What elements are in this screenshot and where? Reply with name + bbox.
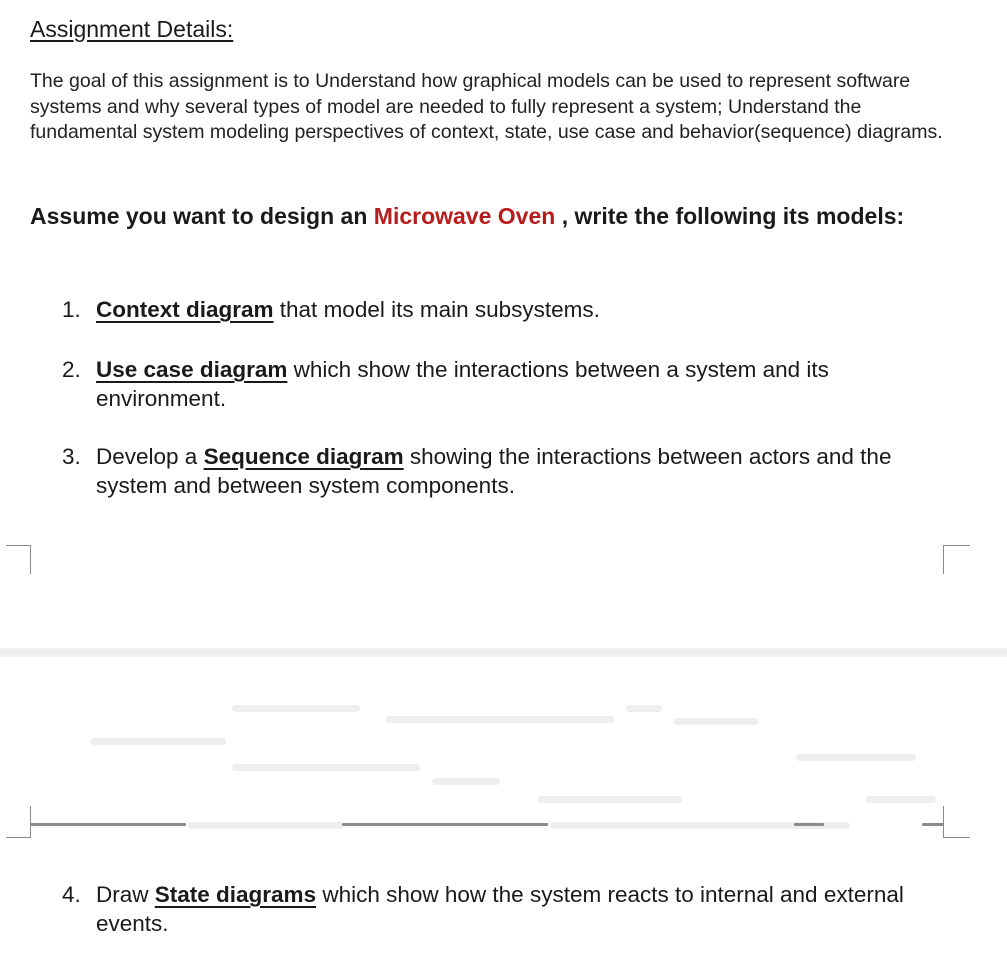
page-break-band — [0, 648, 1007, 657]
task-body — [96, 295, 962, 324]
task-term: Sequence diagram — [203, 444, 404, 469]
faded-mark — [538, 796, 682, 803]
faded-mark — [432, 778, 500, 785]
faded-mark — [386, 716, 614, 723]
design-prompt — [30, 203, 904, 230]
task-text: which show how the system reacts to internal and external events. — [96, 882, 904, 936]
crop-mark-bottom-right — [943, 806, 970, 838]
prompt-lead: Assume you want to design an — [30, 203, 374, 229]
faded-rule — [794, 823, 824, 826]
crop-mark-top-left — [6, 545, 31, 574]
faded-rule — [342, 823, 548, 826]
task-text: showing the interactions between actors and the system and between system components. — [96, 444, 892, 498]
faded-mark — [674, 718, 758, 725]
task-number: 2. — [62, 357, 81, 382]
task-state-diagrams — [62, 880, 962, 938]
faded-mark — [626, 705, 662, 712]
task-sequence-diagram — [62, 442, 962, 500]
prompt-highlight: Microwave Oven — [373, 203, 562, 229]
task-use-case-diagram — [62, 355, 962, 413]
crop-mark-bottom-left — [6, 806, 31, 838]
task-number: 1. — [62, 297, 81, 322]
task-number: 3. — [62, 444, 81, 469]
task-body — [96, 880, 962, 938]
task-term: Context diagram — [96, 297, 274, 322]
task-term: Use case diagram — [96, 357, 288, 382]
faded-mark — [90, 738, 226, 745]
task-text: that model its main subsystems. — [273, 297, 600, 322]
task-body — [96, 355, 962, 413]
faded-mark — [796, 754, 916, 761]
faded-mark — [232, 705, 360, 712]
task-text: which show the interactions between a system and its environment. — [96, 357, 829, 411]
task-number: 4. — [62, 882, 81, 907]
task-prefix: Develop a — [96, 444, 204, 469]
task-term: State diagrams — [154, 882, 317, 907]
assignment-heading: Assignment Details: — [30, 16, 234, 42]
crop-mark-top-right — [943, 545, 970, 574]
faded-rule — [30, 823, 186, 826]
faded-mark — [866, 796, 936, 803]
task-body — [96, 442, 962, 500]
faded-rule — [922, 823, 944, 826]
prompt-tail: , write the following its models: — [561, 203, 905, 229]
task-prefix: Draw — [96, 882, 155, 907]
intro-paragraph: The goal of this assignment is to Understand how graphical models can be used to represent software systems and why several types of model are needed to fully represent a system; Understand the fundamental system modeling perspectives of context, state, use case and behavior(sequence) diagrams. — [30, 70, 943, 143]
task-context-diagram — [62, 295, 962, 324]
faded-mark — [188, 822, 344, 829]
faded-mark — [232, 764, 420, 771]
